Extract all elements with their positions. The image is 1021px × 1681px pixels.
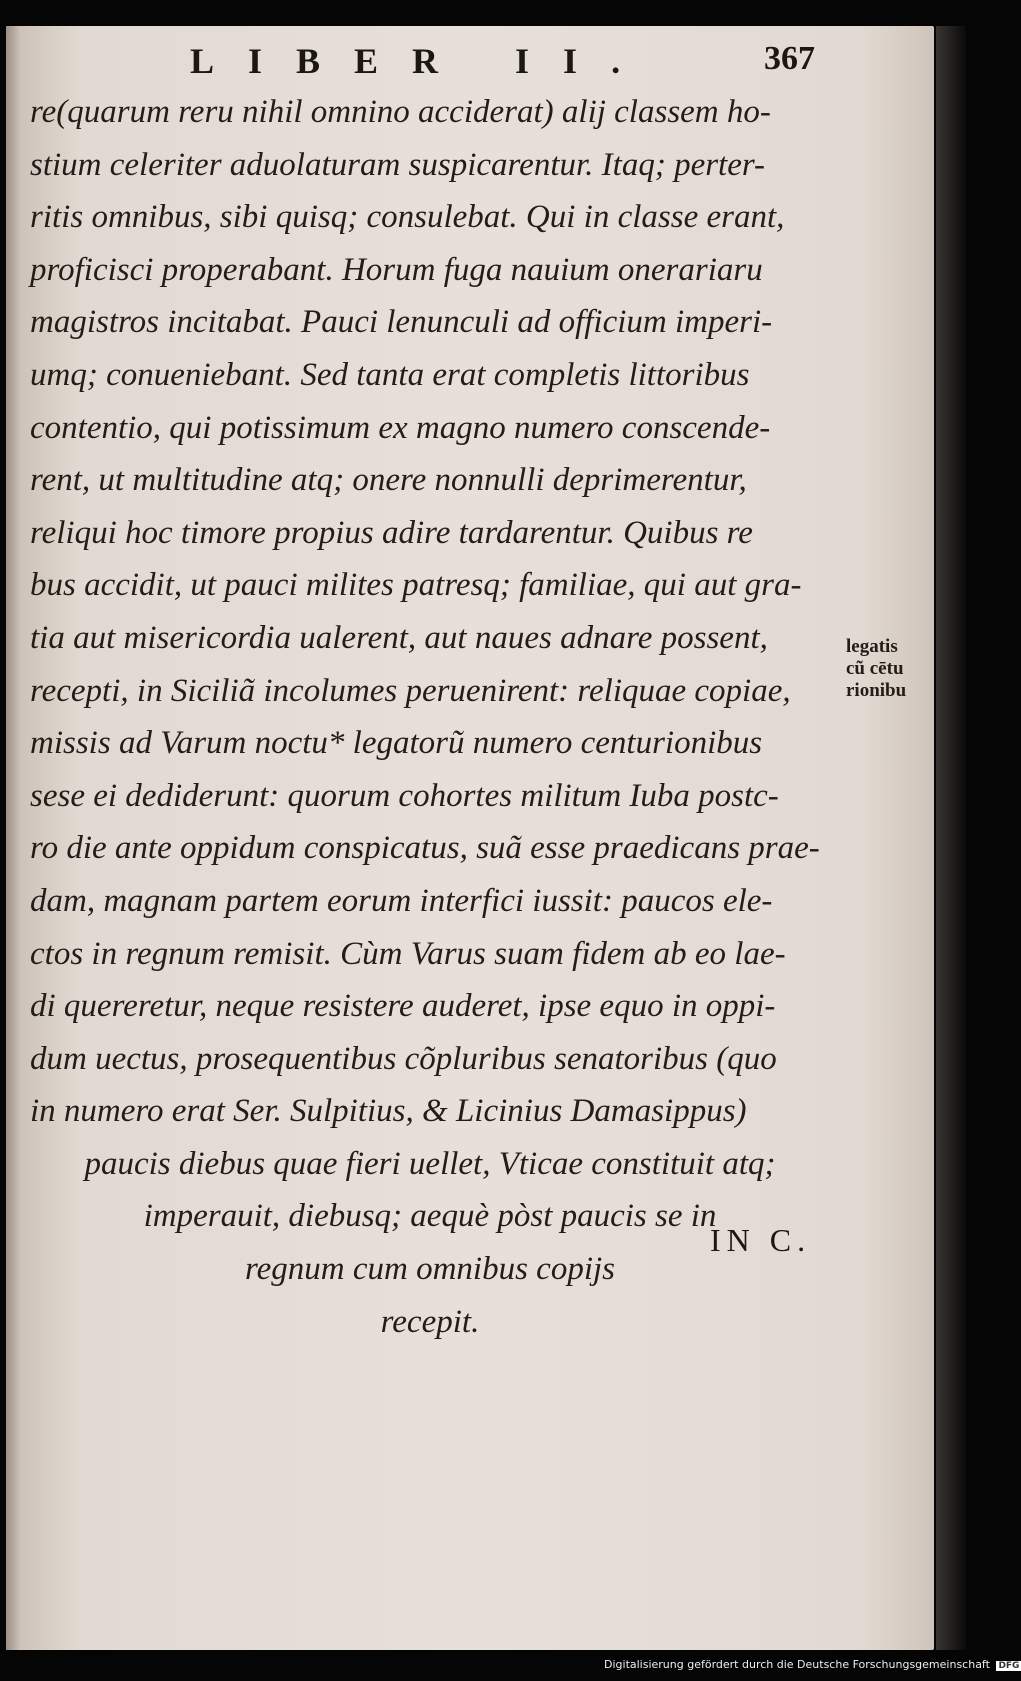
digitization-credit	[604, 1658, 1021, 1671]
text-line: magistros incitabat. Pauci lenunculi ad officium imperi-	[30, 304, 773, 341]
text-line: rent, ut multitudine atq; onere nonnulli deprimerentur,	[30, 462, 747, 499]
marginal-note-line: legatis	[846, 636, 898, 657]
text-line: umq; conueniebant. Sed tanta erat completis littoribus	[30, 356, 750, 393]
text-line: dum uectus, prosequentibus cõpluribus senatoribus (quo	[30, 1040, 777, 1077]
text-line: dam, magnam partem eorum interfici iussit: paucos ele-	[30, 882, 773, 919]
text-line: contentio, qui potissimum ex magno numero conscende-	[30, 409, 771, 446]
text-line: bus accidit, ut pauci milites patresq; familiae, qui aut gra-	[30, 567, 802, 604]
centered-text-line: recepit.	[380, 1303, 480, 1340]
text-line: di quereretur, neque resistere auderet, ipse equo in oppi-	[30, 988, 776, 1025]
marginal-note-line: rionibu	[846, 680, 907, 701]
text-line: ritis omnibus, sibi quisq; consulebat. Qui in classe erant,	[30, 199, 785, 236]
centered-text-line: paucis diebus quae fieri uellet, Vticae constituit atq;	[84, 1145, 776, 1182]
text-line: missis ad Varum noctu* legatorũ numero centurionibus	[30, 725, 763, 762]
page-number: 367	[764, 40, 815, 77]
centered-text-line: regnum cum omnibus copijs	[245, 1251, 615, 1288]
text-line: reliqui hoc timore propius adire tardarentur. Quibus re	[30, 514, 753, 551]
credit-text: Digitalisierung gefördert durch die Deutsche Forschungsgemeinschaft	[604, 1658, 990, 1671]
dfg-logo: DFG	[998, 1661, 1020, 1671]
text-line: stium celeriter aduolaturam suspicarentur. Itaq; perter-	[30, 146, 766, 183]
text-line: sese ei dediderunt: quorum cohortes militum Iuba postc-	[30, 777, 779, 814]
text-line: ro die ante oppidum conspicatus, suã esse praedicans prae-	[30, 830, 820, 867]
gutter-shadow	[6, 26, 20, 1650]
text-line: tia aut misericordia ualerent, aut naues adnare possent,	[30, 619, 768, 656]
page-edge	[936, 26, 966, 1650]
marginal-note-line: cũ cētu	[846, 658, 904, 679]
text-line: proficisci properabant. Horum fuga nauium onerariaru	[30, 251, 763, 288]
running-head: LIBER II.	[190, 41, 655, 81]
text-line: ctos in regnum remisit. Cùm Varus suam fidem ab eo lae-	[30, 935, 786, 972]
centered-text-line: imperauit, diebusq; aequè pòst paucis se in	[143, 1198, 717, 1235]
catchword: IN C.	[710, 1222, 812, 1258]
marginal-note	[846, 636, 934, 702]
text-line: recepti, in Siciliã incolumes peruenirent: reliquae copiae,	[30, 672, 791, 709]
body-text	[30, 86, 830, 1348]
text-line: in numero erat Ser. Sulpitius, & Licinius Damasippus)	[30, 1093, 747, 1130]
text-line: re(quarum reru nihil omnino acciderat) alij classem ho-	[30, 94, 771, 130]
